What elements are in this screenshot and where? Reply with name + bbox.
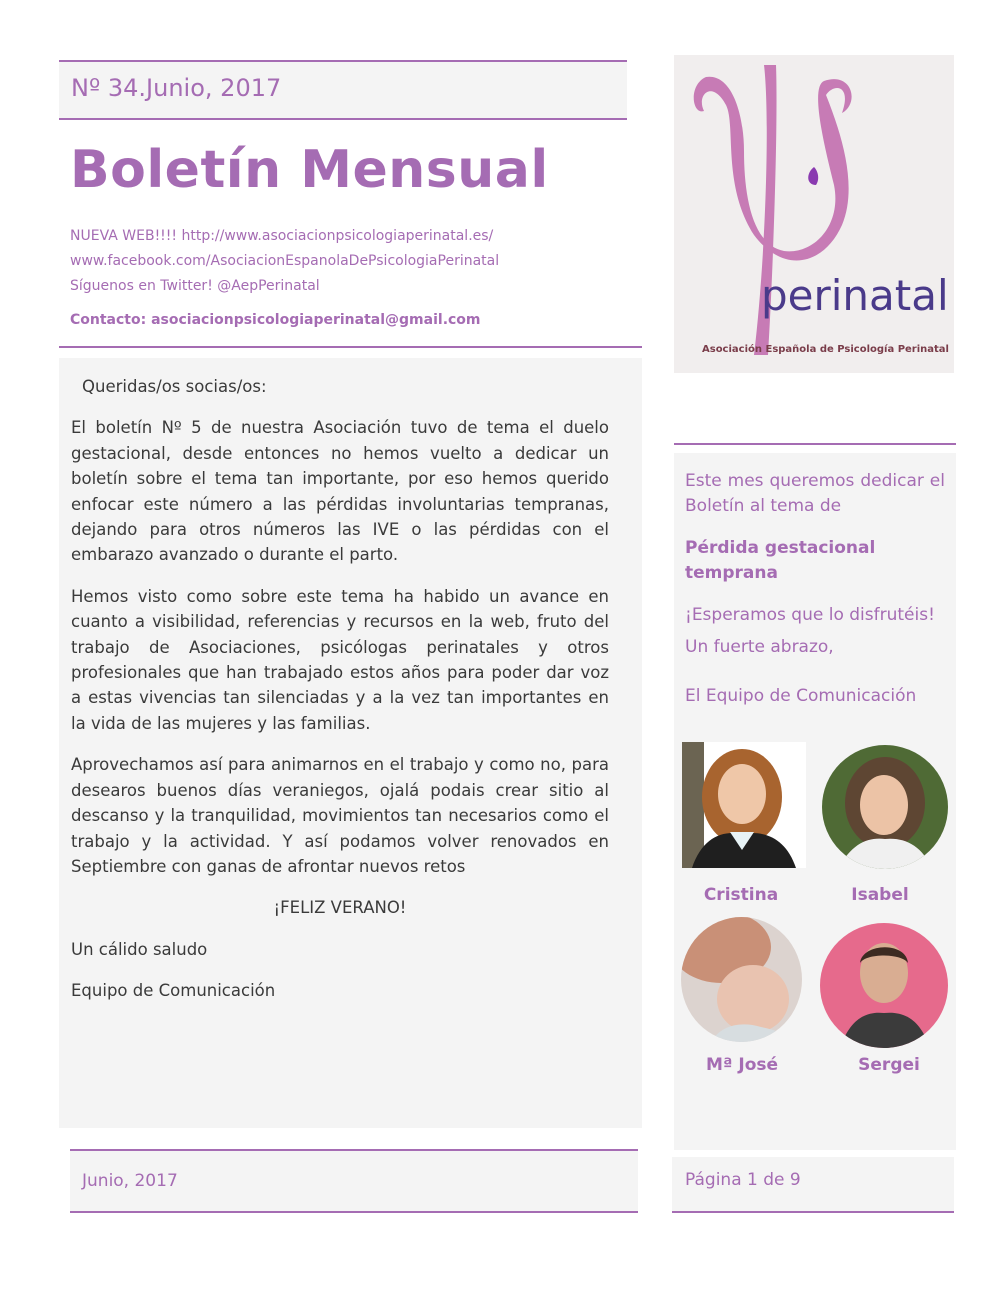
page-title: Boletín Mensual (70, 140, 549, 200)
sidebar-topic: Pérdida gestacional temprana (685, 537, 876, 584)
letter-greeting: Queridas/os socias/os: (82, 377, 267, 396)
header-links (70, 224, 499, 299)
psi-symbol-icon (674, 55, 954, 373)
member-name-cristina: Cristina (703, 885, 779, 905)
website-link[interactable]: NUEVA WEB!!!! http://www.asociacionpsicologiaperinatal.es/ (70, 228, 494, 244)
facebook-link[interactable]: www.facebook.com/AsociacionEspanolaDePsicologiaPerinatal (70, 253, 500, 269)
letter-paragraph: Aprovechamos así para animarnos en el trabajo y como no, para desearos buenos días veraniegos, ojalá podais crear sitio al descanso y la tranquilidad, movimientos tan necesarios como el trabajo y la actividad. Y así podamos volver renovados en Septiembre con ganas de afrontar nuevos retos (71, 755, 609, 876)
letter-body (71, 374, 609, 1004)
member-photo-sergei (820, 923, 948, 1048)
association-logo (674, 55, 954, 373)
sidebar-team: El Equipo de Comunicación (685, 686, 917, 707)
contact-email[interactable]: Contacto: asociacionpsicologiaperinatal@gmail.com (70, 312, 481, 328)
logo-wordmark: perinatal (761, 271, 949, 320)
footer-date: Junio, 2017 (82, 1171, 178, 1191)
member-photo-mjose (681, 917, 802, 1042)
footer-page-box (672, 1157, 954, 1213)
sidebar-divider (674, 443, 956, 445)
member-name-sergei: Sergei (858, 1055, 920, 1075)
sidebar-text (685, 469, 945, 710)
sidebar-hug: Un fuerte abrazo, (685, 637, 834, 658)
twitter-link[interactable]: Síguenos en Twitter! @AepPerinatal (70, 278, 320, 294)
sidebar-intro: Este mes queremos dedicar el Boletín al tema de (685, 471, 945, 517)
sidebar-enjoy: ¡Esperamos que lo disfrutéis! (685, 604, 935, 625)
member-photo-cristina (682, 742, 806, 868)
logo-subtitle: Asociación Española de Psicología Perinatal (702, 344, 949, 355)
member-name-isabel: Isabel (851, 885, 909, 905)
member-name-mjose: Mª José (705, 1055, 779, 1075)
letter-panel (59, 358, 642, 1128)
letter-signature: Equipo de Comunicación (71, 981, 276, 1001)
letter-closing: Un cálido saludo (71, 939, 208, 959)
issue-number: Nº 34.Junio, 2017 (71, 74, 282, 102)
footer-date-box (70, 1149, 638, 1213)
letter-paragraph: El boletín Nº 5 de nuestra Asociación tuvo de tema el duelo gestacional, desde entonces no hemos vuelto a dedicar un boletín sobre el tema tan importante, por eso hemos querido enfocar este número a las pérdidas involuntarias tempranas, dejando para otros números las IVE o las pérdidas con el embarazo avanzado o durante el parto. (71, 418, 609, 565)
header-divider (59, 346, 642, 348)
page-number: Página 1 de 9 (685, 1170, 801, 1190)
issue-banner (59, 60, 627, 120)
letter-exclaim: ¡FELIZ VERANO! (273, 898, 407, 918)
member-photo-isabel (822, 745, 948, 869)
letter-paragraph: Hemos visto como sobre este tema ha habido un avance en cuanto a visibilidad, referencias y recursos en la web, fruto del trabajo de Asociaciones, psicólogas perinatales y otros profesionales que han trabajado estos años para poder dar voz a estas vivencias tan silenciadas y a la vez tan importantes en la vida de las mujeres y las familias. (71, 586, 609, 733)
